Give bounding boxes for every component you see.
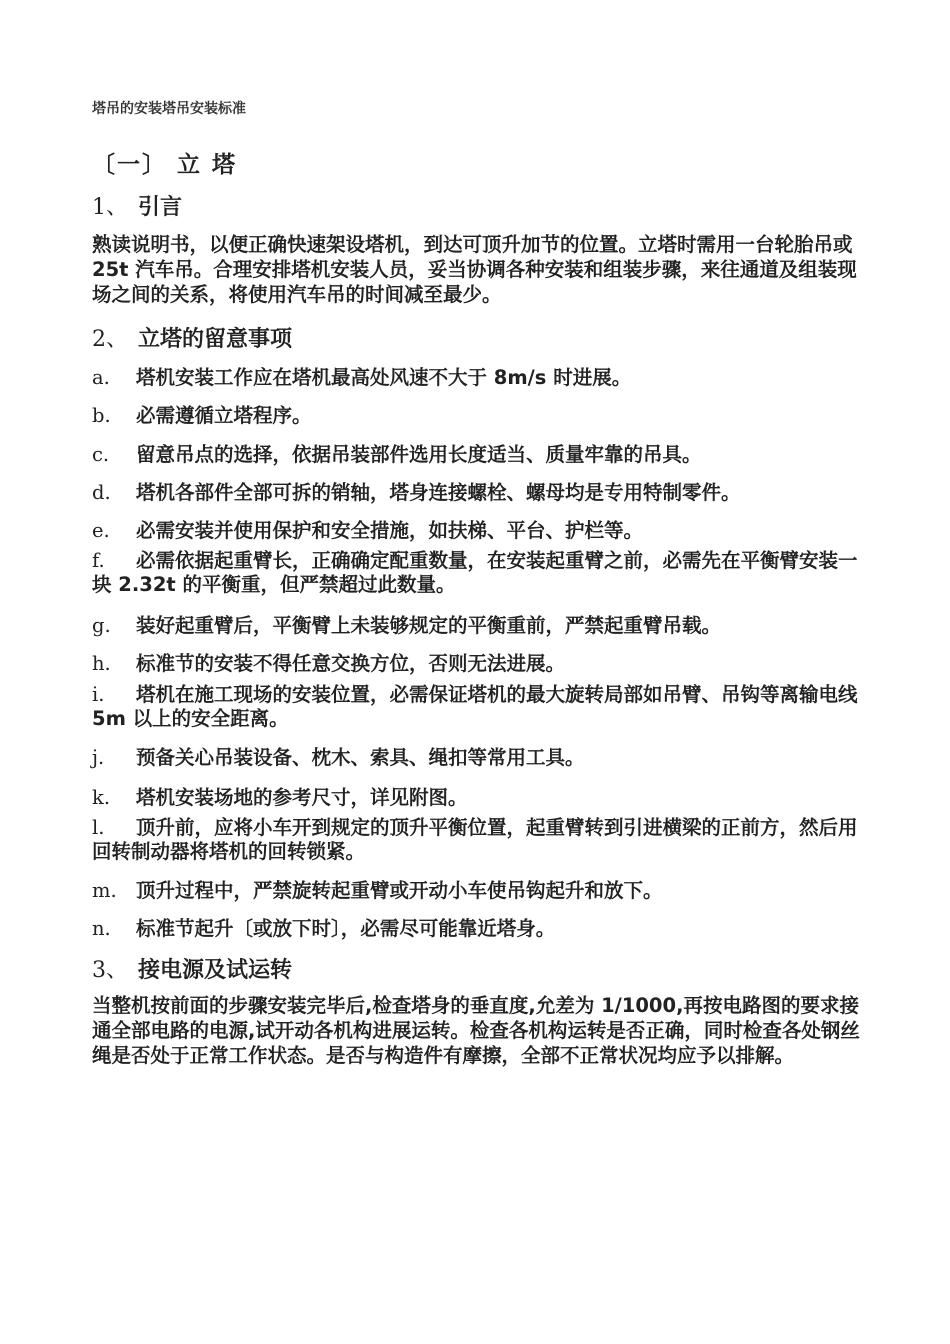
list-item-text: 顶升前，应将小车开到规定的顶升平衡位置，起重臂转到引进横梁的正前方，然后用回转制动器将塔机的回转锁紧。 [92, 816, 858, 863]
section-3-paragraph: 当整机按前面的步骤安装完毕后,检查塔身的垂直度,允差为 1/1000,再按电路图的要求接通全部电路的电源,试开动各机构进展运转。检查各机构运转是否正确，同时检查各处钢丝绳是否处于正常工作状态。是否与构造件有摩擦，全部不正常状况均应予以排解。 [92, 994, 860, 1067]
list-item-marker: e. [92, 519, 110, 542]
list-item-text: 必需安装并使用保护和安全措施，如扶梯、平台、护栏等。 [136, 519, 644, 542]
section-3-heading [92, 953, 292, 984]
list-item-marker: c. [92, 443, 110, 466]
list-item-a [92, 366, 862, 390]
document-header: 塔吊的安装塔吊安装标准 [92, 101, 246, 117]
section-2-number: 2、 [92, 327, 128, 352]
list-item-marker: g. [92, 614, 111, 637]
list-item-marker: h. [92, 652, 111, 675]
list-item-marker: a. [92, 366, 110, 389]
list-item-n [92, 917, 862, 941]
part-title: 〔一〕 立 塔 [92, 152, 238, 178]
section-2-title: 立塔的留意事项 [138, 327, 293, 352]
section-1-paragraph: 熟读说明书，以便正确快速架设塔机，到达可顶升加节的位置。立塔时需用一台轮胎吊或 25t 汽车吊。合理安排塔机安装人员，妥当协调各种安装和组装步骤，来往通道及组装现场之间的关系，将使用汽车吊的时间减至最少。 [92, 233, 857, 306]
section-1-heading [92, 190, 182, 221]
list-item-text: 塔机在施工现场的安装位置，必需保证塔机的最大旋转局部如吊臂、吊钩等离输电线 5m 以上的安全距离。 [92, 683, 858, 730]
list-item-marker: j. [92, 746, 105, 769]
list-item-marker: l. [92, 816, 105, 839]
list-item-text: 塔机安装工作应在塔机最高处风速不大于 8m/s 时进展。 [136, 366, 632, 389]
list-item-text: 装好起重臂后，平衡臂上未装够规定的平衡重前，严禁起重臂吊载。 [136, 614, 722, 637]
list-item-k [92, 786, 862, 810]
section-1-number: 1、 [92, 195, 128, 220]
list-item-j [92, 746, 862, 770]
list-item-text: 塔机安装场地的参考尺寸，详见附图。 [136, 786, 468, 809]
section-3-title: 接电源及试运转 [138, 958, 293, 983]
list-item-c [92, 443, 862, 467]
list-item-m [92, 879, 862, 903]
list-item-marker: d. [92, 481, 111, 504]
list-item-marker: m. [92, 879, 117, 902]
list-item-i [92, 683, 862, 731]
list-item-f [92, 549, 862, 597]
section-3-number: 3、 [92, 958, 128, 983]
list-item-text: 必需遵循立塔程序。 [136, 404, 312, 427]
list-item-text: 顶升过程中，严禁旋转起重臂或开动小车使吊钩起升和放下。 [136, 879, 663, 902]
list-item-marker: f. [92, 549, 105, 572]
list-item-text: 标准节起升〔或放下时〕，必需尽可能靠近塔身。 [136, 917, 556, 940]
list-item-d [92, 481, 862, 505]
list-item-l [92, 816, 862, 864]
list-item-marker: b. [92, 404, 111, 427]
section-2-heading [92, 322, 292, 353]
list-item-text: 塔机各部件全部可拆的销轴，塔身连接螺栓、螺母均是专用特制零件。 [136, 481, 741, 504]
list-item-h [92, 652, 862, 676]
list-item-marker: n. [92, 917, 111, 940]
list-item-text: 预备关心吊装设备、枕木、索具、绳扣等常用工具。 [136, 746, 585, 769]
list-item-b [92, 404, 862, 428]
section-1-title: 引言 [138, 195, 183, 220]
list-item-marker: i. [92, 683, 105, 706]
list-item-marker: k. [92, 786, 111, 809]
list-item-g [92, 614, 862, 638]
list-item-text: 留意吊点的选择，依据吊装部件选用长度适当、质量牢靠的吊具。 [136, 443, 702, 466]
list-item-text: 标准节的安装不得任意交换方位，否则无法进展。 [136, 652, 566, 675]
list-item-text: 必需依据起重臂长，正确确定配重数量，在安装起重臂之前，必需先在平衡臂安装一块 2.32t 的平衡重，但严禁超过此数量。 [92, 549, 858, 596]
list-item-e [92, 519, 862, 543]
